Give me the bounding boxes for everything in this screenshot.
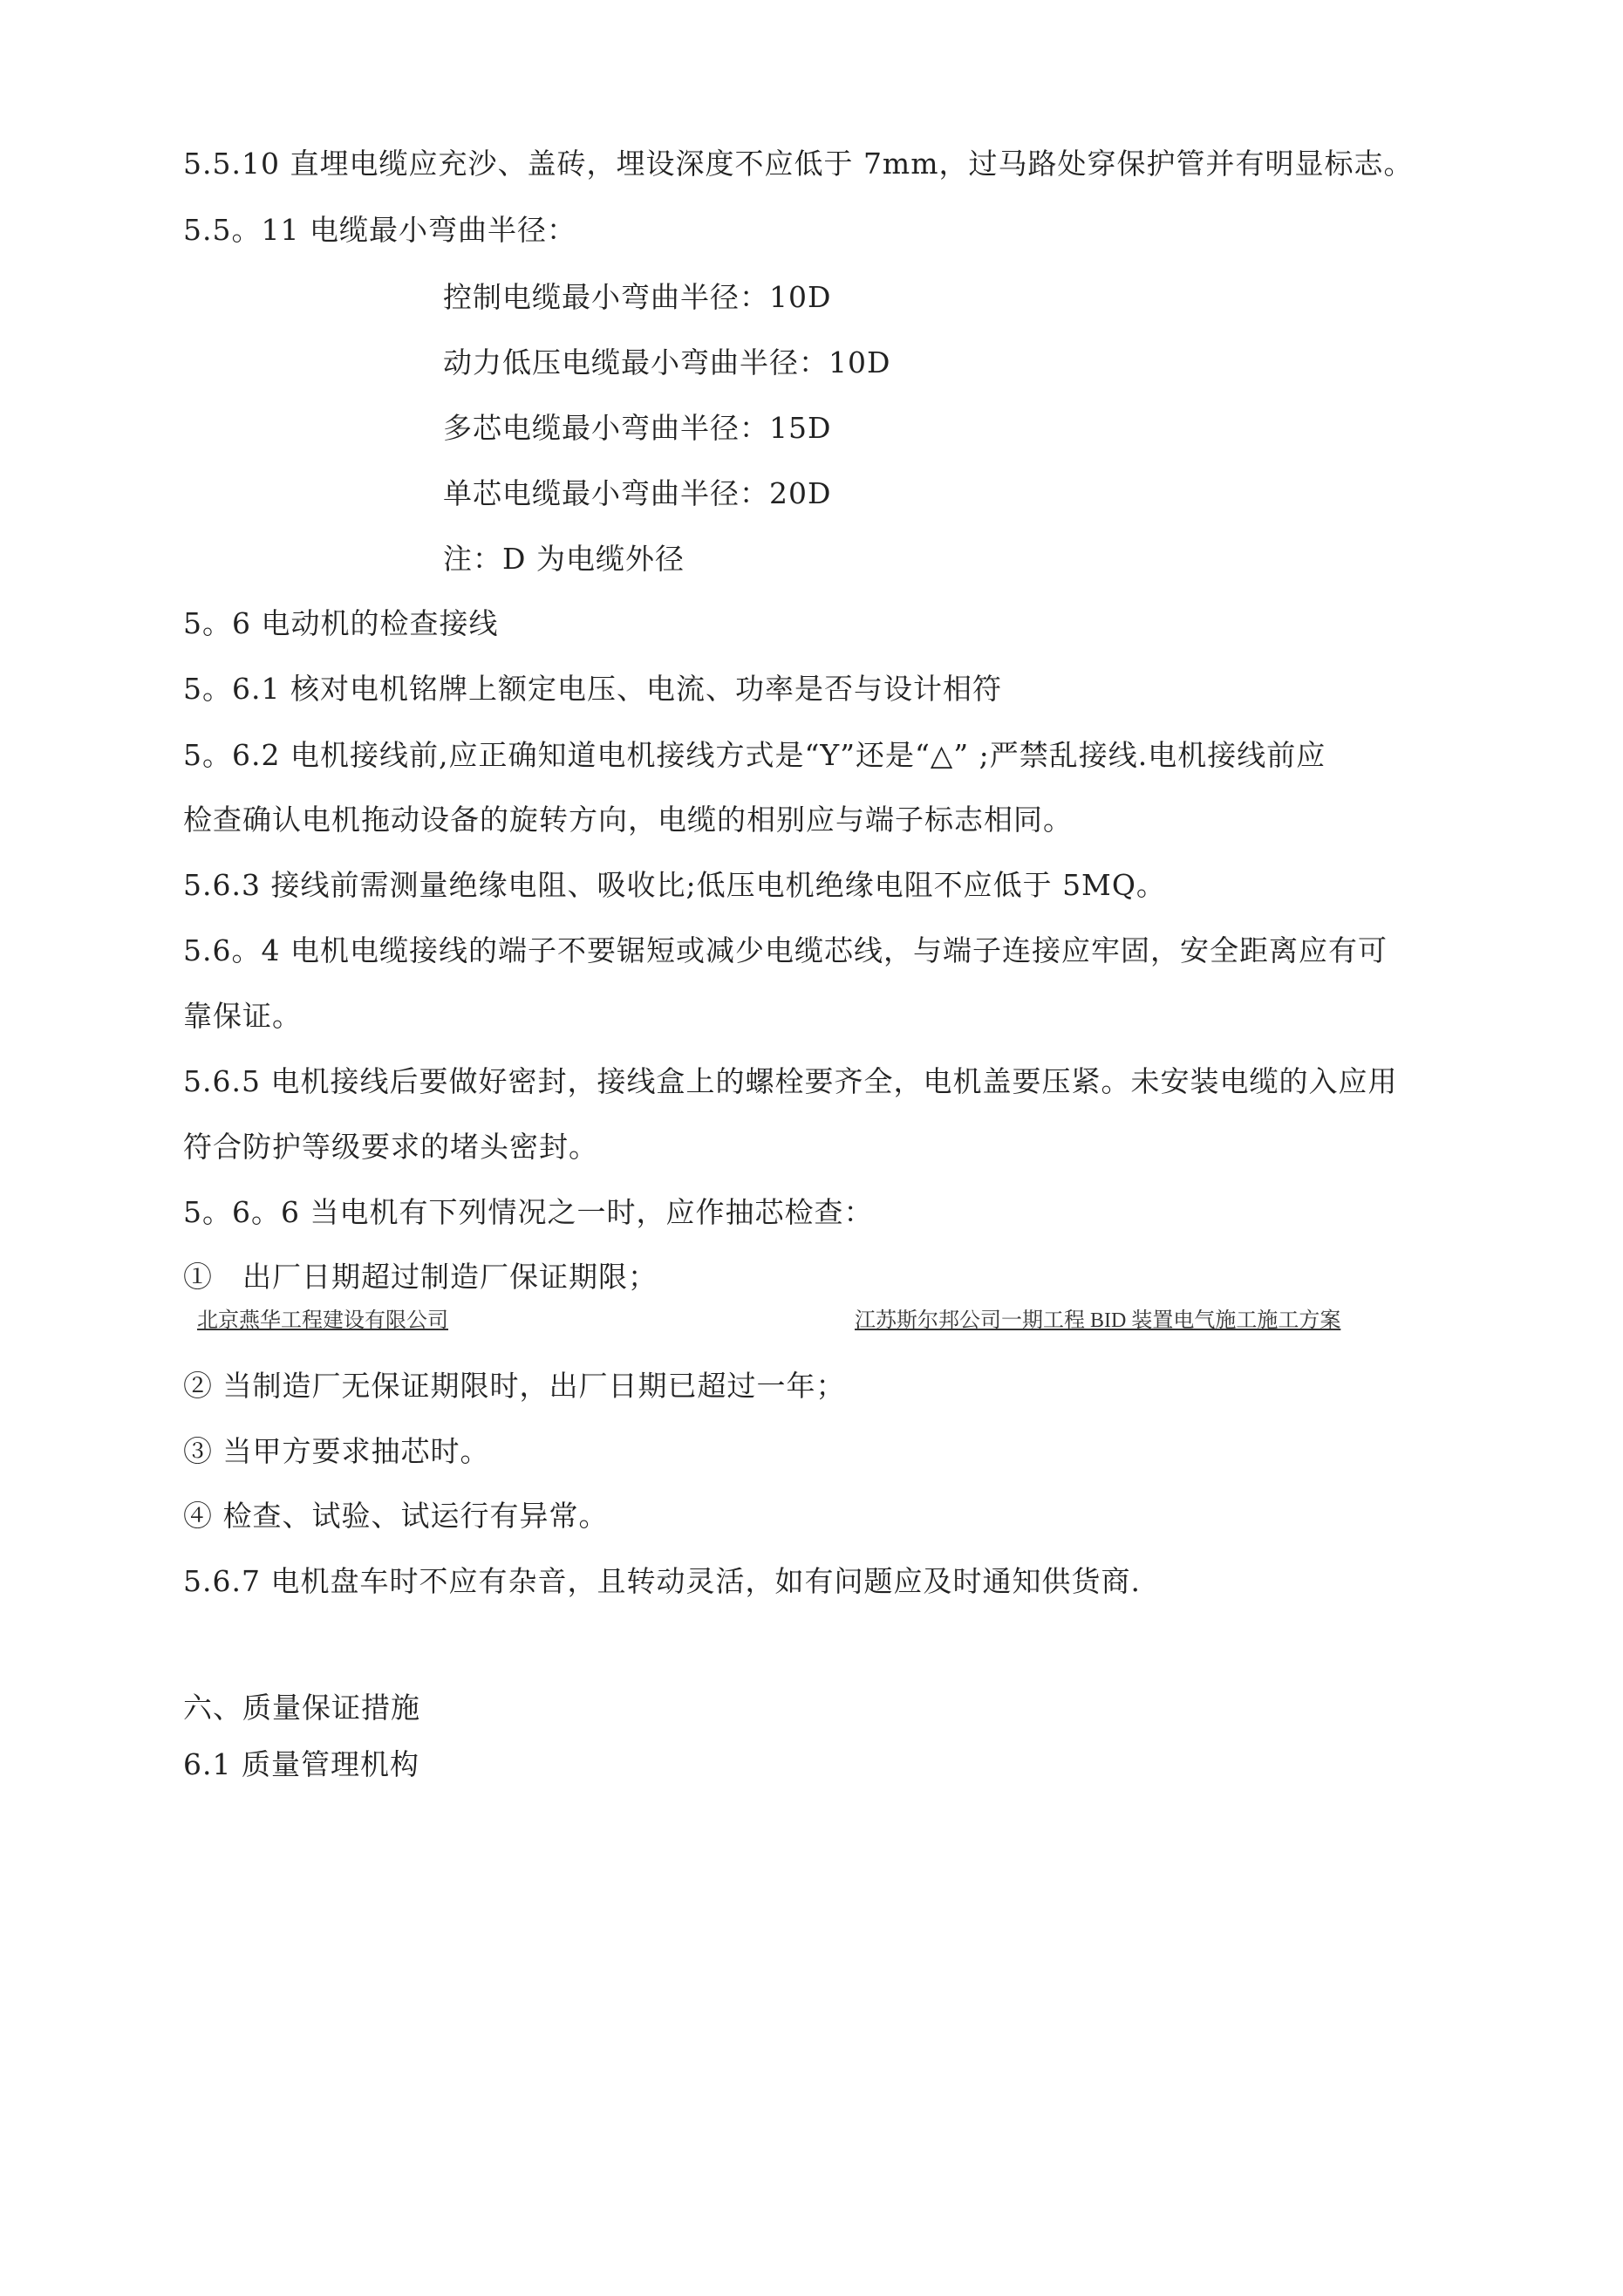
footer-company-name: 北京燕华工程建设有限公司 [197,1309,448,1332]
paragraph-5-6-5-cont: 符合防护等级要求的堵头密封。 [183,1130,598,1164]
list-item-2: ② 当制造厂无保证期限时，出厂日期已超过一年； [183,1369,846,1403]
list-item-multicore-cable: 多芯电缆最小弯曲半径：15D [443,411,832,445]
list-item-3: ③ 当甲方要求抽芯时。 [183,1434,490,1468]
list-item-4: ④ 检查、试验、试运行有异常。 [183,1499,609,1533]
paragraph-5-5-11: 5.5。11 电缆最小弯曲半径： [183,213,576,247]
list-item-control-cable: 控制电缆最小弯曲半径：10D [443,280,832,314]
paragraph-5-6-2-cont: 检查确认电机拖动设备的旋转方向，电缆的相别应与端子标志相同。 [183,803,1073,837]
paragraph-5-6-7: 5.6.7 电机盘车时不应有杂音，且转动灵活，如有问题应及时通知供货商. [183,1564,1141,1598]
paragraph-5-6-2: 5。6.2 电机接线前,应正确知道电机接线方式是“Y”还是“△” ;严禁乱接线.电机接线前应 [183,738,1326,772]
paragraph-5-6-5: 5.6.5 电机接线后要做好密封，接线盒上的螺栓要齐全，电机盖要压紧。未安装电缆的入应用 [183,1064,1398,1098]
list-item-1: ① 出厂日期超过制造厂保证期限； [183,1260,658,1294]
section-heading-6-1: 6.1 质量管理机构 [183,1747,419,1781]
paragraph-5-6-4-cont: 靠保证。 [183,999,302,1033]
chapter-heading-6: 六、质量保证措施 [183,1691,420,1725]
section-heading-5-6: 5。6 电动机的检查接线 [183,606,499,640]
paragraph-5-6-3: 5.6.3 接线前需测量绝缘电阻、吸收比;低压电机绝缘电阻不应低于 5MQ。 [183,868,1166,902]
paragraph-5-6-6: 5。6。6 当电机有下列情况之一时，应作抽芯检查： [183,1195,874,1229]
note-cable-diameter: 注：D 为电缆外径 [443,542,685,576]
paragraph-5-5-10: 5.5.10 直埋电缆应充沙、盖砖，埋设深度不应低于 7mm，过马路处穿保护管并有明显标志。 [183,147,1414,181]
paragraph-5-6-1: 5。6.1 核对电机铭牌上额定电压、电流、功率是否与设计相符 [183,672,1002,706]
list-item-singlecore-cable: 单芯电缆最小弯曲半径：20D [443,476,832,510]
footer-project-name: 江苏斯尔邦公司一期工程 BID 装置电气施工施工方案 [855,1309,1341,1332]
paragraph-5-6-4: 5.6。4 电机电缆接线的端子不要锯短或减少电缆芯线，与端子连接应牢固，安全距离应有可 [183,933,1388,967]
list-item-power-cable: 动力低压电缆最小弯曲半径：10D [443,345,891,379]
